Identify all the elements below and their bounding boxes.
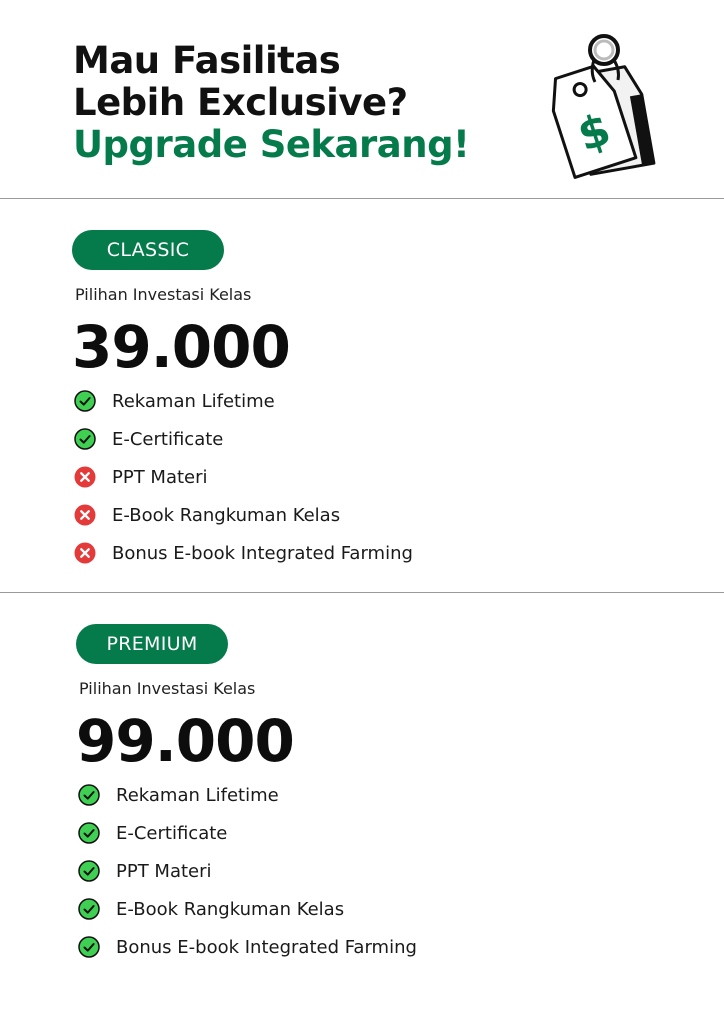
feature-label: E-Certificate <box>112 428 224 450</box>
divider-middle <box>0 592 724 593</box>
svg-text:$: $ <box>571 103 617 162</box>
plan-badge: CLASSIC <box>72 230 224 270</box>
feature-label: PPT Materi <box>116 860 212 882</box>
check-icon <box>74 390 96 412</box>
feature-item <box>74 458 413 496</box>
plan-classic <box>72 230 532 575</box>
feature-item <box>78 928 417 966</box>
feature-item <box>74 496 413 534</box>
cross-icon <box>74 542 96 564</box>
feature-list <box>74 382 413 572</box>
feature-item <box>74 534 413 572</box>
cross-icon <box>74 466 96 488</box>
headline <box>73 40 469 166</box>
price-tag-icon <box>540 30 660 180</box>
feature-label: Rekaman Lifetime <box>112 390 275 412</box>
feature-label: PPT Materi <box>112 466 208 488</box>
cross-icon <box>74 504 96 526</box>
feature-label: E-Book Rangkuman Kelas <box>116 898 345 920</box>
feature-item <box>78 814 417 852</box>
check-icon <box>78 936 100 958</box>
feature-item <box>78 776 417 814</box>
headline-line-2: Lebih Exclusive? <box>73 81 408 124</box>
header <box>0 0 724 198</box>
feature-label: E-Book Rangkuman Kelas <box>112 504 341 526</box>
plan-badge: PREMIUM <box>76 624 228 664</box>
headline-cta: Upgrade Sekarang! <box>73 123 470 166</box>
plan-subtitle: Pilihan Investasi Kelas <box>75 285 252 304</box>
feature-item <box>78 852 417 890</box>
feature-label: Bonus E-book Integrated Farming <box>116 936 417 958</box>
feature-item <box>74 420 413 458</box>
feature-item <box>78 890 417 928</box>
check-icon <box>78 898 100 920</box>
check-icon <box>78 822 100 844</box>
divider-top <box>0 198 724 199</box>
plan-subtitle: Pilihan Investasi Kelas <box>79 679 256 698</box>
feature-label: E-Certificate <box>116 822 228 844</box>
feature-list <box>78 776 417 966</box>
plan-price: 99.000 <box>76 707 294 775</box>
feature-item <box>74 382 413 420</box>
headline-line-1: Mau Fasilitas <box>73 39 341 82</box>
check-icon <box>78 860 100 882</box>
check-icon <box>74 428 96 450</box>
plan-price: 39.000 <box>72 313 290 381</box>
feature-label: Rekaman Lifetime <box>116 784 279 806</box>
feature-label: Bonus E-book Integrated Farming <box>112 542 413 564</box>
check-icon <box>78 784 100 806</box>
plan-premium <box>76 624 536 969</box>
